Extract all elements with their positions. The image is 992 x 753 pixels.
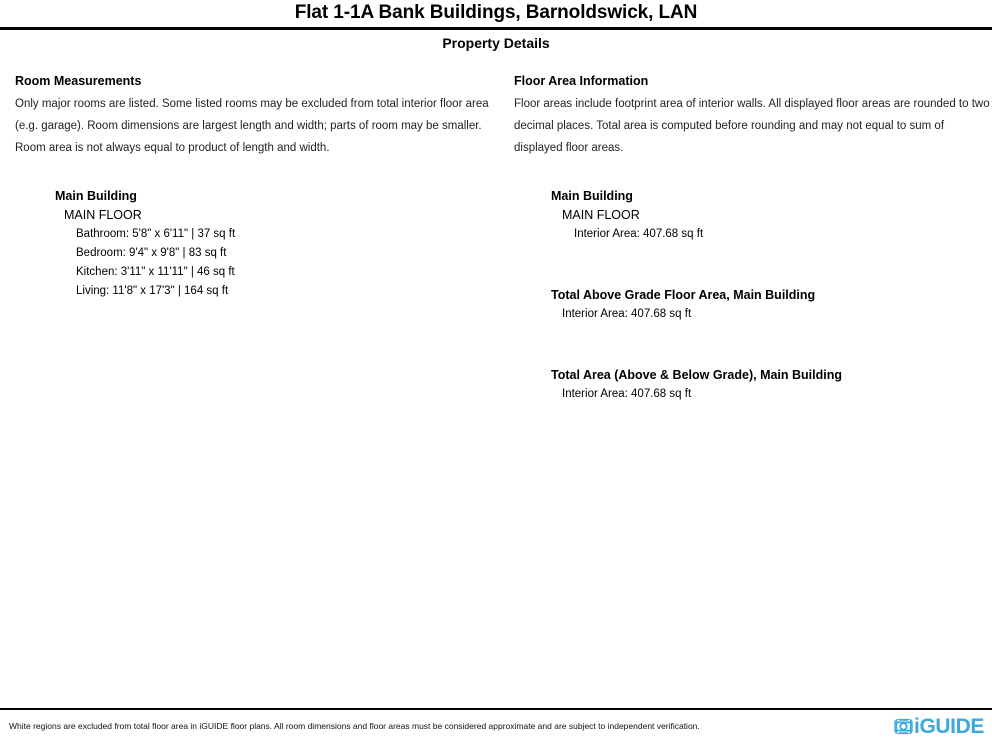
above-grade-total-heading: Total Above Grade Floor Area, Main Building [551, 288, 816, 302]
room-list-item: Living: 11'8" x 17'3" | 164 sq ft [76, 285, 229, 297]
floor-area-building-label: Main Building [551, 189, 633, 203]
floor-area-note: Floor areas include footprint area of interior walls. All displayed floor areas are rounded to two decimal places. Total area is computed before rounding and may not equal to sum of displayed floor areas. [514, 98, 990, 154]
room-list-item: Kitchen: 3'11" x 11'11" | 46 sq ft [76, 266, 235, 278]
room-floor-label: MAIN FLOOR [64, 208, 142, 222]
floor-area-heading: Floor Area Information [514, 74, 649, 88]
room-list-item: Bathroom: 5'8" x 6'11" | 37 sq ft [76, 228, 236, 240]
floor-area-building-block [514, 187, 991, 244]
floor-area-value: Interior Area: 407.68 sq ft [574, 228, 704, 240]
overall-total-block [514, 366, 991, 404]
room-measurements-note: Only major rooms are listed. Some listed rooms may be excluded from total interior floor area (e.g. garage). Room dimensions are largest length and width; parts of room may be smaller. Room area is not always equal to product of length and width. [15, 98, 489, 154]
above-grade-total-block [514, 286, 991, 324]
room-measurements-column [15, 73, 493, 301]
overall-total-heading: Total Area (Above & Below Grade), Main Building [551, 368, 842, 382]
room-measurements-building-block [15, 187, 493, 301]
page-title: Flat 1-1A Bank Buildings, Barnoldswick, LAN [294, 2, 698, 23]
iguide-logo [894, 716, 984, 737]
iguide-wordmark: iGUIDE [914, 715, 984, 738]
overall-total-value: Interior Area: 407.68 sq ft [562, 388, 692, 400]
room-measurements-heading: Room Measurements [15, 74, 142, 88]
footer-divider [0, 708, 992, 710]
header-divider [0, 27, 992, 30]
above-grade-total-value: Interior Area: 407.68 sq ft [562, 308, 692, 320]
page-subtitle: Property Details [442, 35, 550, 51]
floor-area-floor-label: MAIN FLOOR [562, 208, 640, 222]
room-list-item: Bedroom: 9'4" x 9'8" | 83 sq ft [76, 247, 227, 259]
footer-disclaimer: White regions are excluded from total floor area in iGUIDE floor plans. All room dimensions and floor areas must be considered approximate and are subject to independent verification. [9, 721, 700, 731]
camera-icon [894, 717, 913, 736]
floor-area-column [514, 73, 991, 404]
room-building-label: Main Building [55, 189, 137, 203]
